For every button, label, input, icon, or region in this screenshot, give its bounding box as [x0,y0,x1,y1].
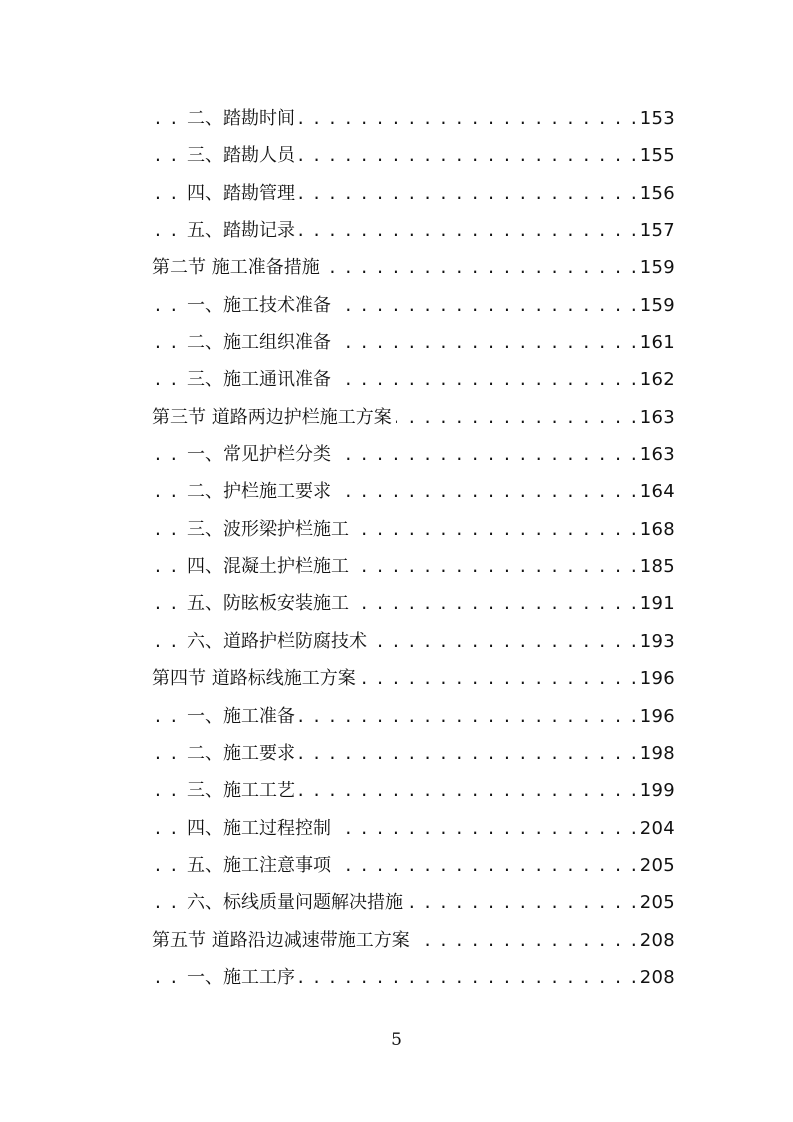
toc-entry-page-number: 168 [636,511,675,548]
toc-entry-page-number: 156 [636,175,675,212]
toc-subsection-entry[interactable] [0,548,793,585]
toc-subsection-entry[interactable] [0,100,793,137]
toc-entry-label: 三、施工通讯准备 [187,361,335,398]
toc-subsection-entry[interactable] [0,324,793,361]
toc-entry-page-number: 208 [636,959,675,996]
toc-entry-page-number: 198 [636,735,675,772]
toc-entry-page-number: 204 [636,810,675,847]
toc-entry-label: 四、施工过程控制 [187,810,335,847]
toc-entry-page-number: 193 [636,623,675,660]
toc-subsection-entry[interactable] [0,212,793,249]
toc-subsection-entry[interactable] [0,698,793,735]
toc-entry-label: 第二节 施工准备措施 [152,249,324,286]
toc-entry-page-number: 205 [636,847,675,884]
toc-entry-label: 第四节 道路标线施工方案 [152,660,360,697]
toc-subsection-entry[interactable] [0,511,793,548]
toc-entry-label: 三、踏勘人员 [187,137,299,174]
toc-entry-label: 一、施工准备 [187,698,299,735]
toc-subsection-entry[interactable] [0,473,793,510]
toc-entry-label: 二、踏勘时间 [187,100,299,137]
page-number: 5 [391,1030,402,1050]
toc-entry-label: 六、标线质量问题解决措施 [187,884,407,921]
toc-subsection-entry[interactable] [0,585,793,622]
toc-entry-label: 四、踏勘管理 [187,175,299,212]
toc-entry-label: 三、施工工艺 [187,772,299,809]
toc-section-entry[interactable] [0,922,793,959]
toc-subsection-entry[interactable] [0,137,793,174]
toc-entry-page-number: 196 [636,698,675,735]
toc-entry-page-number: 191 [636,585,675,622]
toc-entry-label: 五、施工注意事项 [187,847,335,884]
toc-entry-label: 二、护栏施工要求 [187,473,335,510]
toc-subsection-entry[interactable] [0,772,793,809]
toc-entry-label: 一、施工工序 [187,959,299,996]
toc-subsection-entry[interactable] [0,884,793,921]
toc-entry-page-number: 163 [636,399,675,436]
toc-entry-page-number: 164 [636,473,675,510]
toc-entry-page-number: 155 [636,137,675,174]
toc-section-entry[interactable] [0,660,793,697]
toc-section-entry[interactable] [0,249,793,286]
toc-subsection-entry[interactable] [0,810,793,847]
toc-entry-label: 五、踏勘记录 [187,212,299,249]
toc-entry-page-number: 208 [636,922,675,959]
toc-subsection-entry[interactable] [0,361,793,398]
toc-subsection-entry[interactable] [0,623,793,660]
toc-entry-label: 六、道路护栏防腐技术 [187,623,371,660]
toc-entry-page-number: 163 [636,436,675,473]
toc-entry-label: 四、混凝土护栏施工 [187,548,353,585]
toc-entry-label: 二、施工组织准备 [187,324,335,361]
table-of-contents [0,100,793,996]
toc-subsection-entry[interactable] [0,287,793,324]
toc-entry-page-number: 185 [636,548,675,585]
toc-entry-page-number: 199 [636,772,675,809]
toc-subsection-entry[interactable] [0,847,793,884]
toc-section-entry[interactable] [0,399,793,436]
toc-entry-page-number: 196 [636,660,675,697]
toc-entry-page-number: 205 [636,884,675,921]
toc-entry-page-number: 159 [636,287,675,324]
toc-subsection-entry[interactable] [0,959,793,996]
toc-entry-page-number: 162 [636,361,675,398]
toc-entry-label: 二、施工要求 [187,735,299,772]
toc-entry-page-number: 159 [636,249,675,286]
toc-entry-label: 第三节 道路两边护栏施工方案 [152,399,396,436]
toc-subsection-entry[interactable] [0,436,793,473]
toc-entry-label: 第五节 道路沿边减速带施工方案 [152,922,414,959]
toc-entry-label: 一、常见护栏分类 [187,436,335,473]
toc-subsection-entry[interactable] [0,735,793,772]
toc-subsection-entry[interactable] [0,175,793,212]
toc-entry-label: 三、波形梁护栏施工 [187,511,353,548]
toc-entry-label: 一、施工技术准备 [187,287,335,324]
toc-entry-page-number: 161 [636,324,675,361]
toc-entry-page-number: 153 [636,100,675,137]
toc-entry-label: 五、防眩板安装施工 [187,585,353,622]
toc-entry-page-number: 157 [636,212,675,249]
